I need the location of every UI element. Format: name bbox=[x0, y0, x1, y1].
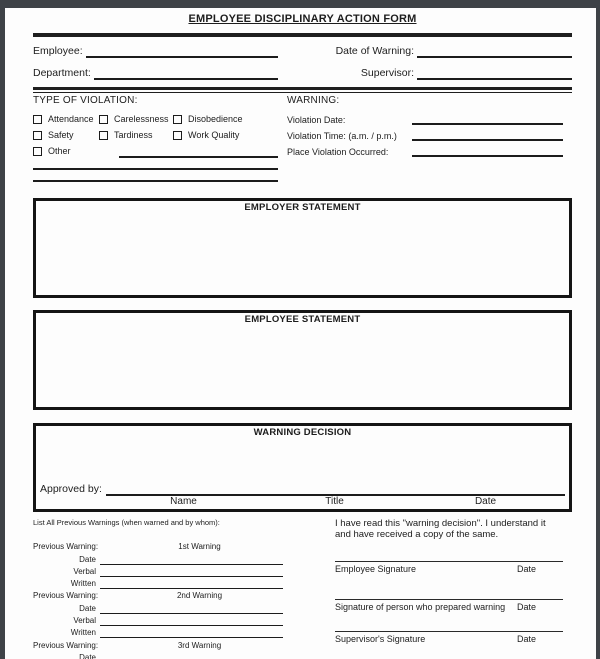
bottom-section bbox=[33, 518, 572, 659]
warning-fields-group bbox=[283, 111, 572, 182]
warning-1-written-label: Written bbox=[70, 579, 96, 589]
approved-by-row bbox=[36, 482, 569, 496]
date-of-warning-field bbox=[283, 45, 572, 58]
place-violation-field bbox=[287, 143, 563, 159]
disobedience-checkbox[interactable] bbox=[173, 115, 182, 124]
department-supervisor-row bbox=[33, 66, 572, 80]
acknowledgement-line-1: I have read this "warning decision". I understand it bbox=[335, 518, 546, 529]
preparer-signature-block[interactable] bbox=[335, 599, 563, 612]
warning-1-date-label: Date bbox=[79, 554, 96, 564]
other-input-line[interactable] bbox=[119, 156, 278, 158]
employee-statement-heading: EMPLOYEE STATEMENT bbox=[244, 314, 361, 325]
form-content bbox=[5, 12, 596, 659]
supervisor-signature-labels bbox=[335, 634, 563, 644]
supervisor-label: Supervisor: bbox=[360, 67, 414, 79]
date-of-warning-input-line[interactable] bbox=[417, 56, 572, 58]
warning-1-written-input-line[interactable] bbox=[100, 588, 283, 589]
violation-extra-line-1[interactable] bbox=[33, 159, 278, 170]
carelessness-label: Carelessness bbox=[114, 114, 169, 124]
checkbox-row-3 bbox=[33, 143, 278, 159]
place-violation-input-line[interactable] bbox=[412, 155, 563, 157]
employee-signature-date-label: Date bbox=[517, 564, 537, 574]
safety-label: Safety bbox=[48, 130, 74, 140]
other-label: Other bbox=[48, 146, 71, 156]
supervisor-signature-date-label: Date bbox=[517, 634, 537, 644]
previous-warning-3-header bbox=[33, 638, 283, 650]
warning-1-written-row bbox=[33, 577, 283, 589]
carelessness-checkbox[interactable] bbox=[99, 115, 108, 124]
violation-time-label: Violation Time: (a.m. / p.m.) bbox=[287, 131, 397, 141]
warning-2-date-input-line[interactable] bbox=[100, 613, 283, 614]
section-headings-row bbox=[33, 95, 572, 107]
attendance-checkbox[interactable] bbox=[33, 115, 42, 124]
attendance-option bbox=[33, 114, 99, 124]
checkbox-row-1 bbox=[33, 111, 278, 127]
third-warning-title: 3rd Warning bbox=[177, 640, 222, 650]
tardiness-checkbox[interactable] bbox=[99, 131, 108, 140]
warning-2-written-row bbox=[33, 626, 283, 638]
employee-field bbox=[33, 45, 283, 58]
warning-1-verbal-row bbox=[33, 565, 283, 577]
previous-warning-label: Previous Warning: bbox=[33, 542, 99, 552]
preparer-signature-date-label: Date bbox=[517, 602, 537, 612]
preparer-signature-labels bbox=[335, 602, 563, 612]
acknowledgement-line-2: and have received a copy of the same. bbox=[335, 529, 499, 540]
type-of-violation-heading-cell bbox=[33, 95, 283, 107]
previous-warnings-column bbox=[33, 518, 283, 659]
supervisor-input-line[interactable] bbox=[417, 78, 572, 80]
carelessness-option bbox=[99, 114, 173, 124]
work-quality-label: Work Quality bbox=[188, 130, 240, 140]
violation-date-input-line[interactable] bbox=[412, 123, 563, 125]
disobedience-label: Disobedience bbox=[188, 114, 243, 124]
warning-2-verbal-row bbox=[33, 614, 283, 626]
other-option bbox=[33, 146, 99, 156]
supervisor-signature-block[interactable] bbox=[335, 631, 563, 644]
title-column-label: Title bbox=[325, 496, 344, 507]
previous-warning-2-header bbox=[33, 589, 283, 601]
employee-signature-labels bbox=[335, 564, 563, 574]
violation-date-label: Violation Date: bbox=[287, 115, 346, 125]
attendance-label: Attendance bbox=[48, 114, 94, 124]
disobedience-option bbox=[173, 114, 278, 124]
employee-signature-block[interactable] bbox=[335, 561, 563, 574]
supervisor-signature-label: Supervisor's Signature bbox=[335, 634, 426, 644]
warning-1-verbal-input-line[interactable] bbox=[100, 576, 283, 577]
tardiness-option bbox=[99, 130, 173, 140]
employee-input-line[interactable] bbox=[86, 56, 278, 58]
warning-2-written-input-line[interactable] bbox=[100, 637, 283, 638]
warning-2-written-label: Written bbox=[70, 628, 96, 638]
warning-3-date-row bbox=[33, 651, 283, 659]
warning-1-date-input-line[interactable] bbox=[100, 564, 283, 565]
warning-3-date-label: Date bbox=[79, 652, 96, 659]
employee-dateofwarning-row bbox=[33, 44, 572, 58]
violation-checkbox-group bbox=[33, 111, 283, 182]
employee-label: Employee: bbox=[33, 45, 83, 57]
warning-heading: WARNING: bbox=[287, 95, 340, 106]
first-warning-title: 1st Warning bbox=[178, 542, 221, 552]
warning-2-verbal-label: Verbal bbox=[73, 616, 96, 626]
form-page bbox=[5, 8, 596, 659]
section-divider-rule bbox=[33, 87, 572, 93]
department-input-line[interactable] bbox=[94, 78, 278, 80]
form-title: EMPLOYEE DISCIPLINARY ACTION FORM bbox=[188, 13, 417, 25]
department-field bbox=[33, 67, 283, 80]
warning-2-date-label: Date bbox=[79, 603, 96, 613]
violation-date-field bbox=[287, 111, 563, 127]
place-violation-label: Place Violation Occurred: bbox=[287, 147, 389, 157]
warning-2-date-row bbox=[33, 601, 283, 613]
other-checkbox[interactable] bbox=[33, 147, 42, 156]
employer-statement-box[interactable] bbox=[33, 198, 572, 298]
acknowledgement-column bbox=[335, 518, 572, 659]
previous-warning-label: Previous Warning: bbox=[33, 640, 99, 650]
department-label: Department: bbox=[33, 67, 91, 79]
safety-option bbox=[33, 130, 99, 140]
employer-statement-heading: EMPLOYER STATEMENT bbox=[244, 202, 361, 213]
violation-warning-section bbox=[33, 111, 572, 182]
previous-warnings-groups bbox=[33, 540, 283, 659]
previous-warnings-heading: List All Previous Warnings (when warned and by whom): bbox=[33, 518, 220, 527]
date-column-label: Date bbox=[474, 496, 497, 507]
employee-signature-label: Employee Signature bbox=[335, 564, 417, 574]
employee-statement-box[interactable] bbox=[33, 310, 572, 410]
checkbox-row-2 bbox=[33, 127, 278, 143]
violation-extra-line-2[interactable] bbox=[33, 170, 278, 182]
violation-time-field bbox=[287, 127, 563, 143]
name-column-label: Name bbox=[170, 496, 197, 507]
violation-time-input-line[interactable] bbox=[412, 139, 563, 141]
warning-decision-heading: WARNING DECISION bbox=[253, 427, 352, 438]
previous-warning-1-header bbox=[33, 540, 283, 552]
acknowledgement-text bbox=[335, 518, 563, 540]
type-of-violation-heading: TYPE OF VIOLATION: bbox=[33, 95, 138, 106]
title-rule bbox=[33, 33, 572, 37]
date-of-warning-label: Date of Warning: bbox=[335, 45, 414, 57]
warning-1-date-row bbox=[33, 552, 283, 564]
second-warning-title: 2nd Warning bbox=[176, 591, 223, 601]
warning-1-verbal-label: Verbal bbox=[73, 566, 96, 576]
work-quality-option bbox=[173, 130, 278, 140]
tardiness-label: Tardiness bbox=[114, 130, 153, 140]
warning-heading-cell bbox=[283, 95, 572, 107]
work-quality-checkbox[interactable] bbox=[173, 131, 182, 140]
previous-warning-label: Previous Warning: bbox=[33, 591, 99, 601]
safety-checkbox[interactable] bbox=[33, 131, 42, 140]
warning-2-verbal-input-line[interactable] bbox=[100, 625, 283, 626]
warning-decision-box[interactable] bbox=[33, 423, 572, 512]
approved-by-label: Approved by: bbox=[40, 483, 102, 495]
preparer-signature-label: Signature of person who prepared warning bbox=[335, 602, 506, 612]
approved-by-columns bbox=[108, 496, 561, 509]
supervisor-field bbox=[283, 67, 572, 80]
